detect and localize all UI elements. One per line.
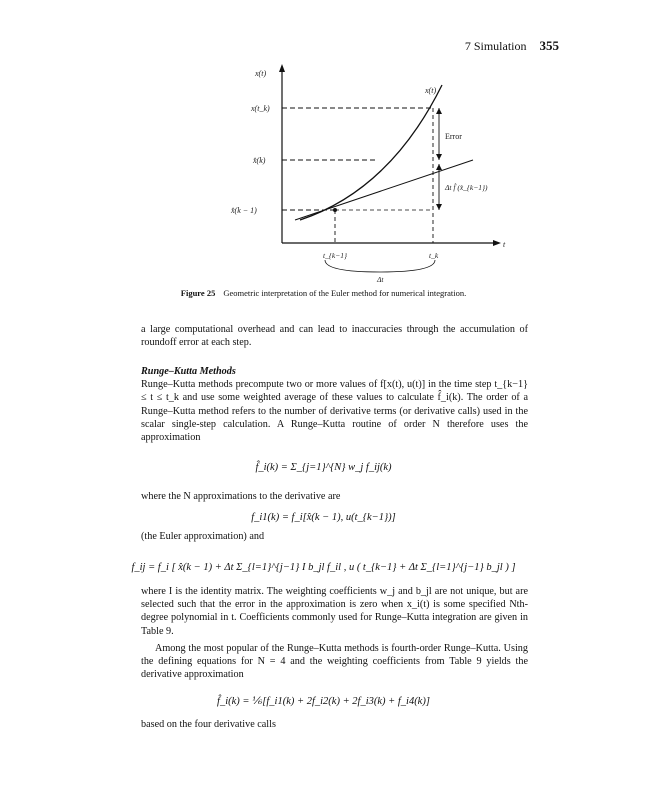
xhat-k-label: x̂(k) [253,156,266,165]
x-tk-label: x(t_k) [251,104,270,113]
y-axis-label: x(t) [255,69,267,78]
tk-label: t_k [429,251,439,260]
dt-brace [325,260,435,272]
error-label: Error [445,132,462,141]
para4-text: (the Euler approximation) and [141,531,265,542]
section-title: 7 Simulation [464,39,527,53]
paragraph-7 [141,718,528,731]
euler-figure [225,60,515,290]
xhat-km1-label: x̂(k − 1) [231,206,257,215]
tkm1-label: t_{k−1} [323,251,347,260]
increment-label: Δt f̂ (x̂_{k−1}) [445,183,488,192]
equation-2: f_i1(k) = f_i[x̂(k − 1), u(t_{k−1})] [251,512,396,523]
dt-label: Δt [377,275,384,284]
para6-text: Among the most popular of the Runge–Kutta methods is fourth-order Runge–Kutta. Using the defining equations for N = 4 and the weighting coefficients from Table 9 yields the derivative approximation [141,643,528,681]
running-header [465,38,559,54]
paragraph-1 [141,323,528,349]
paragraph-3 [141,490,528,503]
caption-text: Geometric interpretation of the Euler method for numerical integration. [223,288,467,298]
rk-section [141,365,528,444]
euler-diagram [225,60,515,285]
figure-caption [0,288,647,298]
para3-text: where the N approximations to the derivative are [141,491,341,502]
increment-arrow-bottom [436,204,442,210]
t-axis-label: t [503,240,506,249]
para7-text: based on the four derivative calls [141,719,276,730]
paragraph-4 [141,530,528,543]
equation-3: f_ij = f_i [ x̂(k − 1) + Δt Σ_{l=1}^{j−1} I b_jl f_il , u ( t_{k−1} + Δt Σ_{l=1}^{j−1} b_jl ) ] [131,562,516,573]
page-number: 355 [539,38,559,53]
curve-label: x(t) [425,86,437,95]
para5-text: where I is the identity matrix. The weighting coefficients w_j and b_jl are not unique, but are selected such that the error in the approximation is zero when x_i(t) is some specified Nth-degree polynomial in t. Coefficients commonly used for Runge–Kutta integration are given in Table 9. [141,586,528,637]
y-axis-arrow [279,64,285,72]
rk-heading: Runge–Kutta Methods [141,366,236,377]
equation-1: f̂_i(k) = Σ_{j=1}^{N} w_j f_ij(k) [255,462,392,473]
t-axis-arrow [493,240,501,246]
paragraph-6 [141,642,528,682]
equation-4: f̂_i(k) = ⅙[f_i1(k) + 2f_i2(k) + 2f_i3(k) + f_i4(k)] [217,696,430,707]
increment-arrow-top [436,164,442,170]
error-arrow-top [436,108,442,114]
paragraph-5 [141,585,528,638]
error-arrow-bottom [436,154,442,160]
para2-text: Runge–Kutta methods precompute two or more values of f[x(t), u(t)] in the time step t_{k−1} ≤ t ≤ t_k and use some weighted average of these values to calculate f̂_i(k). The order of a Runge–Kutta method refers to the number of derivative terms (or derivative calls) used in the scalar single-step calculation. A Runge–Kutta routine of order N therefore uses the approximation [141,379,528,444]
solution-curve [300,85,442,220]
caption-label: Figure 25 [180,288,216,298]
para1-text: a large computational overhead and can lead to inaccuracies through the accumulation of roundoff error at each step. [141,324,528,349]
